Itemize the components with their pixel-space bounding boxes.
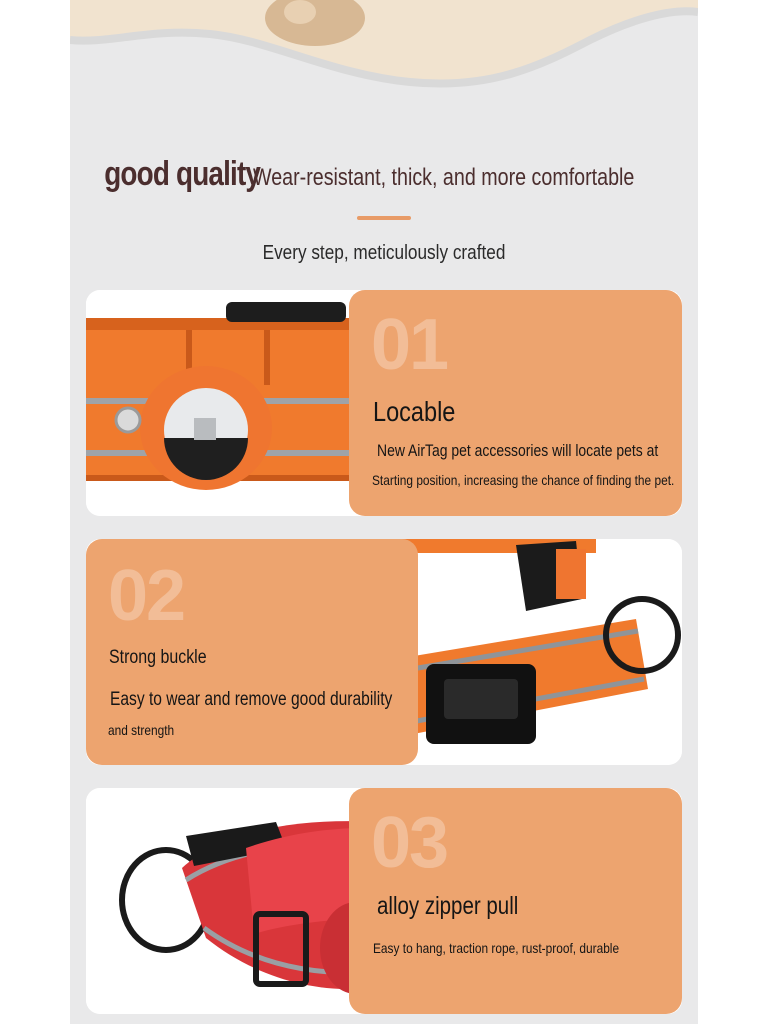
feature-card-zipper-pull: [86, 788, 682, 1014]
divider: [357, 216, 411, 220]
top-wave-banner: [70, 0, 698, 110]
product-detail-page: [70, 0, 698, 1024]
feature-description-line1: Easy to hang, traction rope, rust-proof, durable: [373, 940, 620, 956]
feature-description-line2: Starting position, increasing the chance of finding the pet.: [372, 472, 675, 488]
feature-number: 01: [371, 305, 448, 385]
main-title: good quality: [104, 155, 261, 193]
feature-number: 03: [371, 803, 448, 883]
buckle-collar-photo: [386, 539, 682, 765]
feature-description-line2: and strength: [108, 722, 175, 738]
heading-row: [70, 155, 698, 194]
airtag-collar-photo: [86, 290, 376, 516]
tagline: Every step, meticulously crafted: [262, 242, 506, 264]
main-subtitle: Wear-resistant, thick, and more comfortable: [252, 164, 634, 191]
feature-panel-3: [349, 788, 682, 1014]
feature-panel-1: [349, 290, 682, 516]
feature-card-locable: [86, 290, 682, 516]
feature-title: Strong buckle: [109, 647, 207, 668]
feature-title: alloy zipper pull: [377, 892, 519, 920]
red-collar-photo: [86, 788, 376, 1014]
feature-panel-2: [86, 539, 418, 765]
feature-number: 02: [108, 556, 185, 636]
feature-card-buckle: [86, 539, 682, 765]
feature-description-line1: Easy to wear and remove good durability: [110, 689, 393, 710]
feature-description-line1: New AirTag pet accessories will locate pets at: [377, 441, 659, 460]
feature-title: Locable: [373, 396, 456, 427]
